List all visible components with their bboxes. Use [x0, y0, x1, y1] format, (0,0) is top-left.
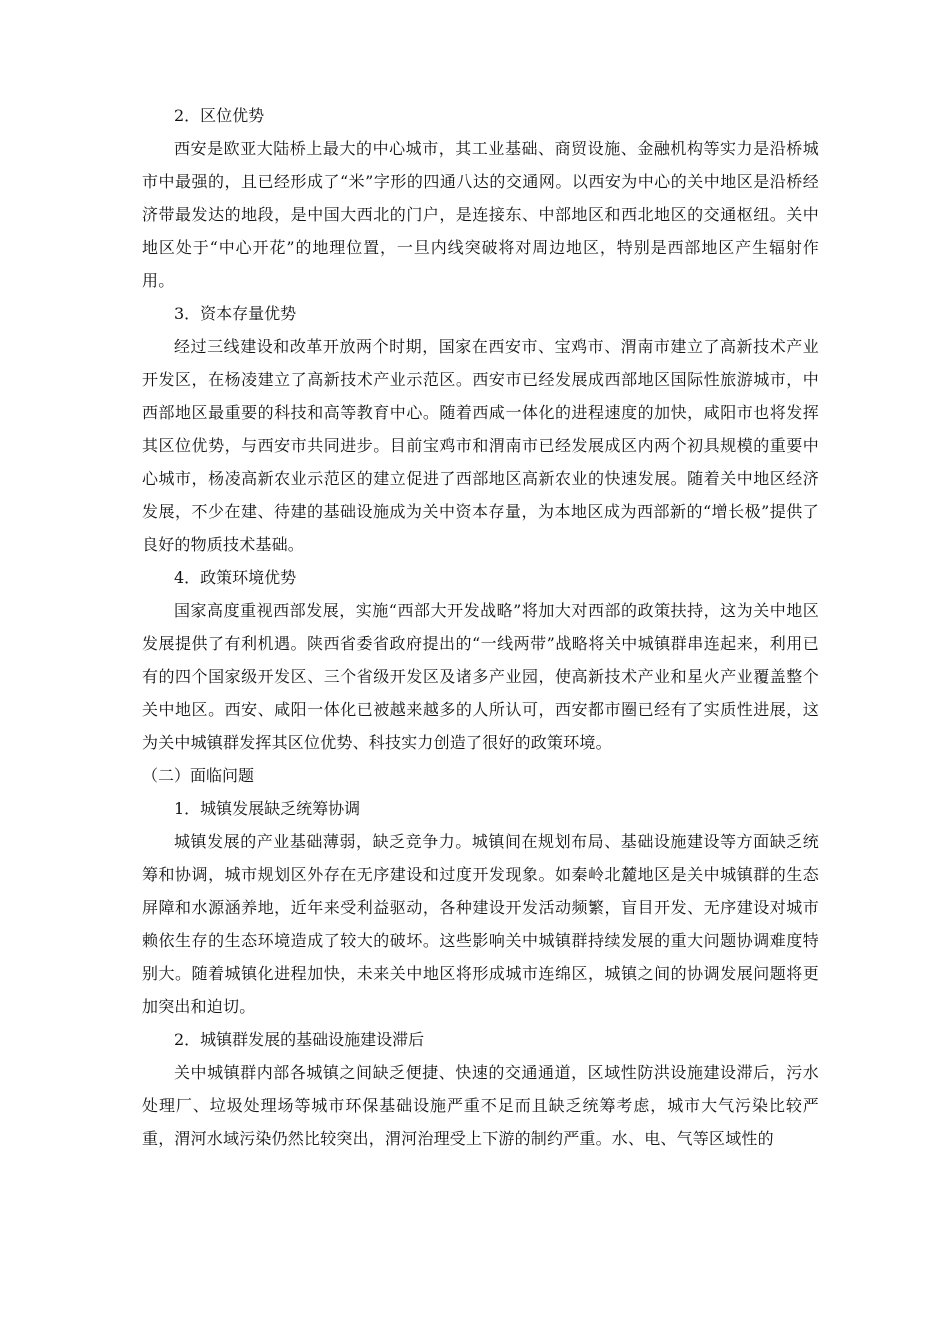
paragraph-lack-of-coordination: 城镇发展的产业基础薄弱，缺乏竞争力。城镇间在规划布局、基础设施建设等方面缺乏统筹和协调，城市规划区外存在无序建设和过度开发现象。如秦岭北麓地区是关中城镇群的生态屏障和水源涵养地，近年来受利益驱动，各种建设开发活动频繁，盲目开发、无序建设对城市赖依生存的生态环境造成了较大的破坏。这些影响关中城镇群持续发展的重大问题协调难度特别大。随着城镇化进程加快，未来关中地区将形成城市连绵区，城镇之间的协调发展问题将更加突出和迫切。	[142, 832, 819, 1016]
section-heading-lack-of-coordination: 1．城镇发展缺乏统筹协调	[174, 799, 361, 818]
document-page	[142, 99, 819, 1155]
section-heading-location-advantage: 2．区位优势	[174, 106, 265, 125]
paragraph-location-advantage: 西安是欧亚大陆桥上最大的中心城市，其工业基础、商贸设施、金融机构等实力是沿桥城市中最强的，且已经形成了“米”字形的四通八达的交通网。以西安为中心的关中地区是沿桥经济带最发达的地段，是中国大西北的门户，是连接东、中部地区和西北地区的交通枢纽。关中地区处于“中心开花”的地理位置，一旦内线突破将对周边地区，特别是西部地区产生辐射作用。	[142, 139, 819, 290]
paragraph-policy-advantage: 国家高度重视西部发展，实施“西部大开发战略”将加大对西部的政策扶持，这为关中地区发展提供了有利机遇。陕西省委省政府提出的“一线两带”战略将关中城镇群串连起来，利用已有的四个国家级开发区、三个省级开发区及诸多产业园，使高新技术产业和星火产业覆盖整个关中地区。西安、咸阳一体化已被越来越多的人所认可，西安都市圈已经有了实质性进展，这为关中城镇群发挥其区位优势、科技实力创造了很好的政策环境。	[142, 601, 819, 752]
paragraph-capital-stock-advantage: 经过三线建设和改革开放两个时期，国家在西安市、宝鸡市、渭南市建立了高新技术产业开发区，在杨凌建立了高新技术产业示范区。西安市已经发展成西部地区国际性旅游城市，中西部地区最重要的科技和高等教育中心。随着西咸一体化的进程速度的加快，咸阳市也将发挥其区位优势，与西安市共同进步。目前宝鸡市和渭南市已经发展成区内两个初具规模的重要中心城市，杨凌高新农业示范区的建立促进了西部地区高新农业的快速发展。随着关中地区经济发展，不少在建、待建的基础设施成为关中资本存量，为本地区成为西部新的“增长极”提供了良好的物质技术基础。	[142, 337, 819, 554]
section-heading-infrastructure-lag: 2．城镇群发展的基础设施建设滞后	[174, 1030, 425, 1049]
section-heading-problems: （二）面临问题	[142, 766, 255, 785]
paragraph-infrastructure-lag: 关中城镇群内部各城镇之间缺乏便捷、快速的交通通道，区域性防洪设施建设滞后，污水处理厂、垃圾处理场等城市环保基础设施严重不足而且缺乏统筹考虑，城市大气污染比较严重，渭河水域污染仍然比较突出，渭河治理受上下游的制约严重。水、电、气等区域性的	[142, 1063, 819, 1148]
section-heading-policy-advantage: 4．政策环境优势	[174, 568, 297, 587]
section-heading-capital-stock-advantage: 3．资本存量优势	[174, 304, 297, 323]
